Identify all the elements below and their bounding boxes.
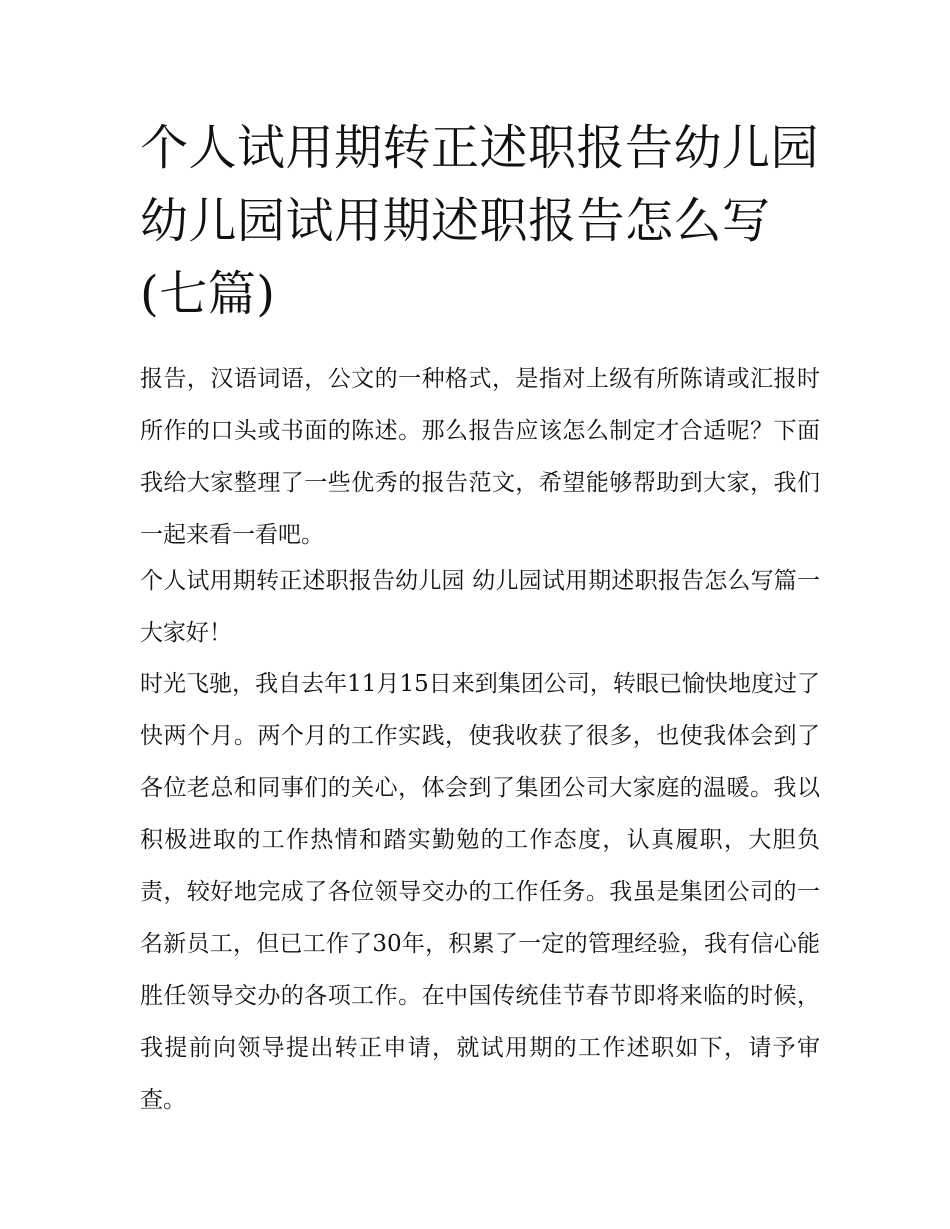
- section-heading-paragraph: 个人试用期转正述职报告幼儿园 幼儿园试用期述职报告怎么写篇一 大家好！: [140, 568, 820, 646]
- intro-paragraph: 报告，汉语词语，公文的一种格式，是指对上级有所陈请或汇报时所作的口头或书面的陈述。那么报告应该怎么制定才合适呢？下面我给大家整理了一些优秀的报告范文，希望能够帮助到大家，我们一起来看一看吧。: [140, 366, 820, 548]
- body-paragraph: 时光飞驰，我自去年11月15日来到集团公司，转眼已愉快地度过了快两个月。两个月的工作实践，使我收获了很多，也使我体会到了各位老总和同事们的关心，体会到了集团公司大家庭的温暖。我以积极进取的工作热情和踏实勤勉的工作态度，认真履职，大胆负责，较好地完成了各位领导交办的工作任务。我虽是集团公司的一名新员工，但已工作了30年，积累了一定的管理经验，我有信心能胜任领导交办的各项工作。在中国传统佳节春节即将来临的时候，我提前向领导提出转正申请，就试用期的工作述职如下，请予审查。: [140, 671, 820, 1113]
- document-title: 个人试用期转正述职报告幼儿园 幼儿园试用期述职报告怎么写(七篇): [140, 120, 820, 322]
